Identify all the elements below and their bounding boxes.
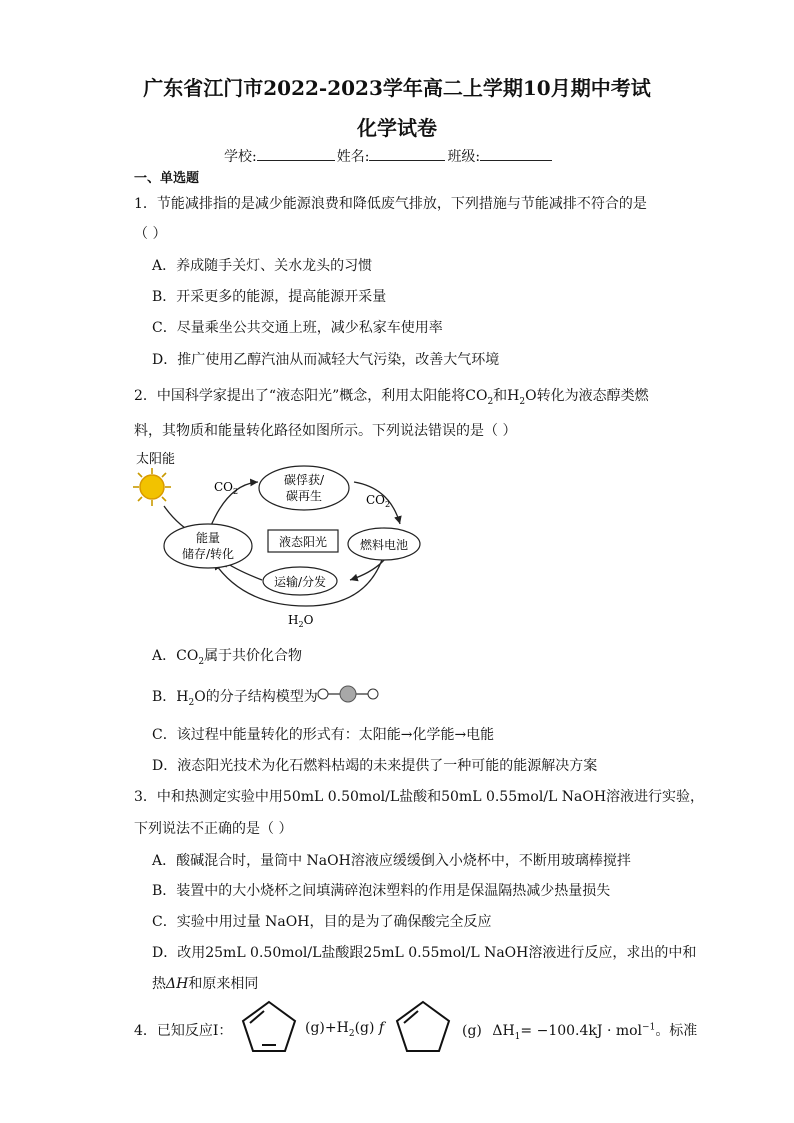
q3-stem-line1: 3．中和热测定实验中用50mL 0.50mol/L盐酸和50mL 0.55mol/L NaOH溶液进行实验， [134,789,705,805]
q1-option-d: D．推广使用乙醇汽油从而减轻大气污染，改善大气环境 [152,352,500,368]
co2-right-label: $CO_2$ [366,493,391,509]
svg-text:碳再生: 碳再生 [285,489,323,503]
co2-left-label: $CO_2$ [214,480,239,496]
q4-prefix: 4．已知反应Ⅰ： [134,1023,233,1039]
q4-reactant-text: $(g)+H_2(g)$ f [305,1020,385,1039]
q4-enthalpy-text: (g) $\Delta H_1= -100.4kJ \cdot mol^{-1}$。标准 [462,1022,698,1042]
q3-option-d-cont: 热ΔH和原来相同 [152,976,259,992]
exam-subtitle: 化学试卷 [357,116,437,140]
svg-text:燃料电池: 燃料电池 [359,538,409,552]
student-info-row [224,146,552,166]
school-blank [257,146,335,161]
q1-option-b: B．开采更多的能源，提高能源开采量 [152,289,387,305]
q3-option-d: D．改用25mL 0.50mol/L盐酸跟25mL 0.55mol/L NaOH溶液进行反应，求出的中和 [152,945,697,961]
q3-option-a: A．酸碱混合时，量筒中 NaOH溶液应缓缓倒入小烧杯中，不断用玻璃棒搅拌 [152,853,631,869]
school-label: 学校: [224,149,257,165]
sun-icon [133,468,171,506]
name-blank [369,146,445,161]
svg-text:液态阳光: 液态阳光 [278,535,328,549]
q2-option-a: A．$CO_2$属于共价化合物 [152,648,303,667]
liquid-sunshine-diagram [128,444,438,634]
q3-option-b: B．装置中的大小烧杯之间填满碎泡沫塑料的作用是保温隔热减少热量损失 [152,883,611,899]
q3-option-c: C．实验中用过量 NaOH，目的是为了确保酸完全反应 [152,914,492,930]
exam-title: 广东省江门市2022-2023学年高二上学期10月期中考试 [143,76,651,100]
class-blank [480,146,552,161]
q2-option-b: B．$H_2O$的分子结构模型为 [152,689,318,708]
q2-stem-line2: 料，其物质和能量转化路径如图所示。下列说法错误的是（ ） [134,423,517,439]
h2o-label: $H_2O$ [288,613,314,629]
class-label: 班级: [447,149,481,165]
q2-option-c: C．该过程中能量转化的形式有：太阳能→化学能→电能 [152,727,495,743]
q2-option-d: D．液态阳光技术为化石燃料枯竭的未来提供了一种可能的能源解决方案 [152,758,598,774]
cyclopentene-structure-icon [392,998,454,1056]
equilibrium-symbol: f [378,1020,385,1036]
q1-option-a: A．养成随手关灯、关水龙头的习惯 [152,258,373,274]
sun-label: 太阳能 [136,452,176,467]
q1-option-c: C．尽量乘坐公共交通上班，减少私家车使用率 [152,320,443,336]
svg-text:储存/转化: 储存/转化 [181,547,235,561]
q3-stem-line2: 下列说法不正确的是（ ） [134,821,293,837]
fuel-to-transport-arrow [350,558,386,580]
section-heading: 一、单选题 [134,171,200,186]
svg-text:能量: 能量 [195,531,221,545]
water-molecule-model-icon [316,684,380,704]
cyclopentadiene-structure-icon [238,998,300,1056]
q2-stem-line1: 2．中国科学家提出了“液态阳光”概念，利用太阳能将$CO_2$和$H_2O$转化为液态醇类燃 [134,388,649,407]
q1-stem-line1: 1．节能减排指的是减少能源浪费和降低废气排放，下列措施与节能减排不符合的是 [134,196,647,212]
q1-stem-line2: （ ） [134,226,167,242]
name-label: 姓名: [336,149,370,165]
svg-text:运输/分发: 运输/分发 [273,575,327,589]
svg-text:碳俘获/: 碳俘获/ [283,473,325,487]
